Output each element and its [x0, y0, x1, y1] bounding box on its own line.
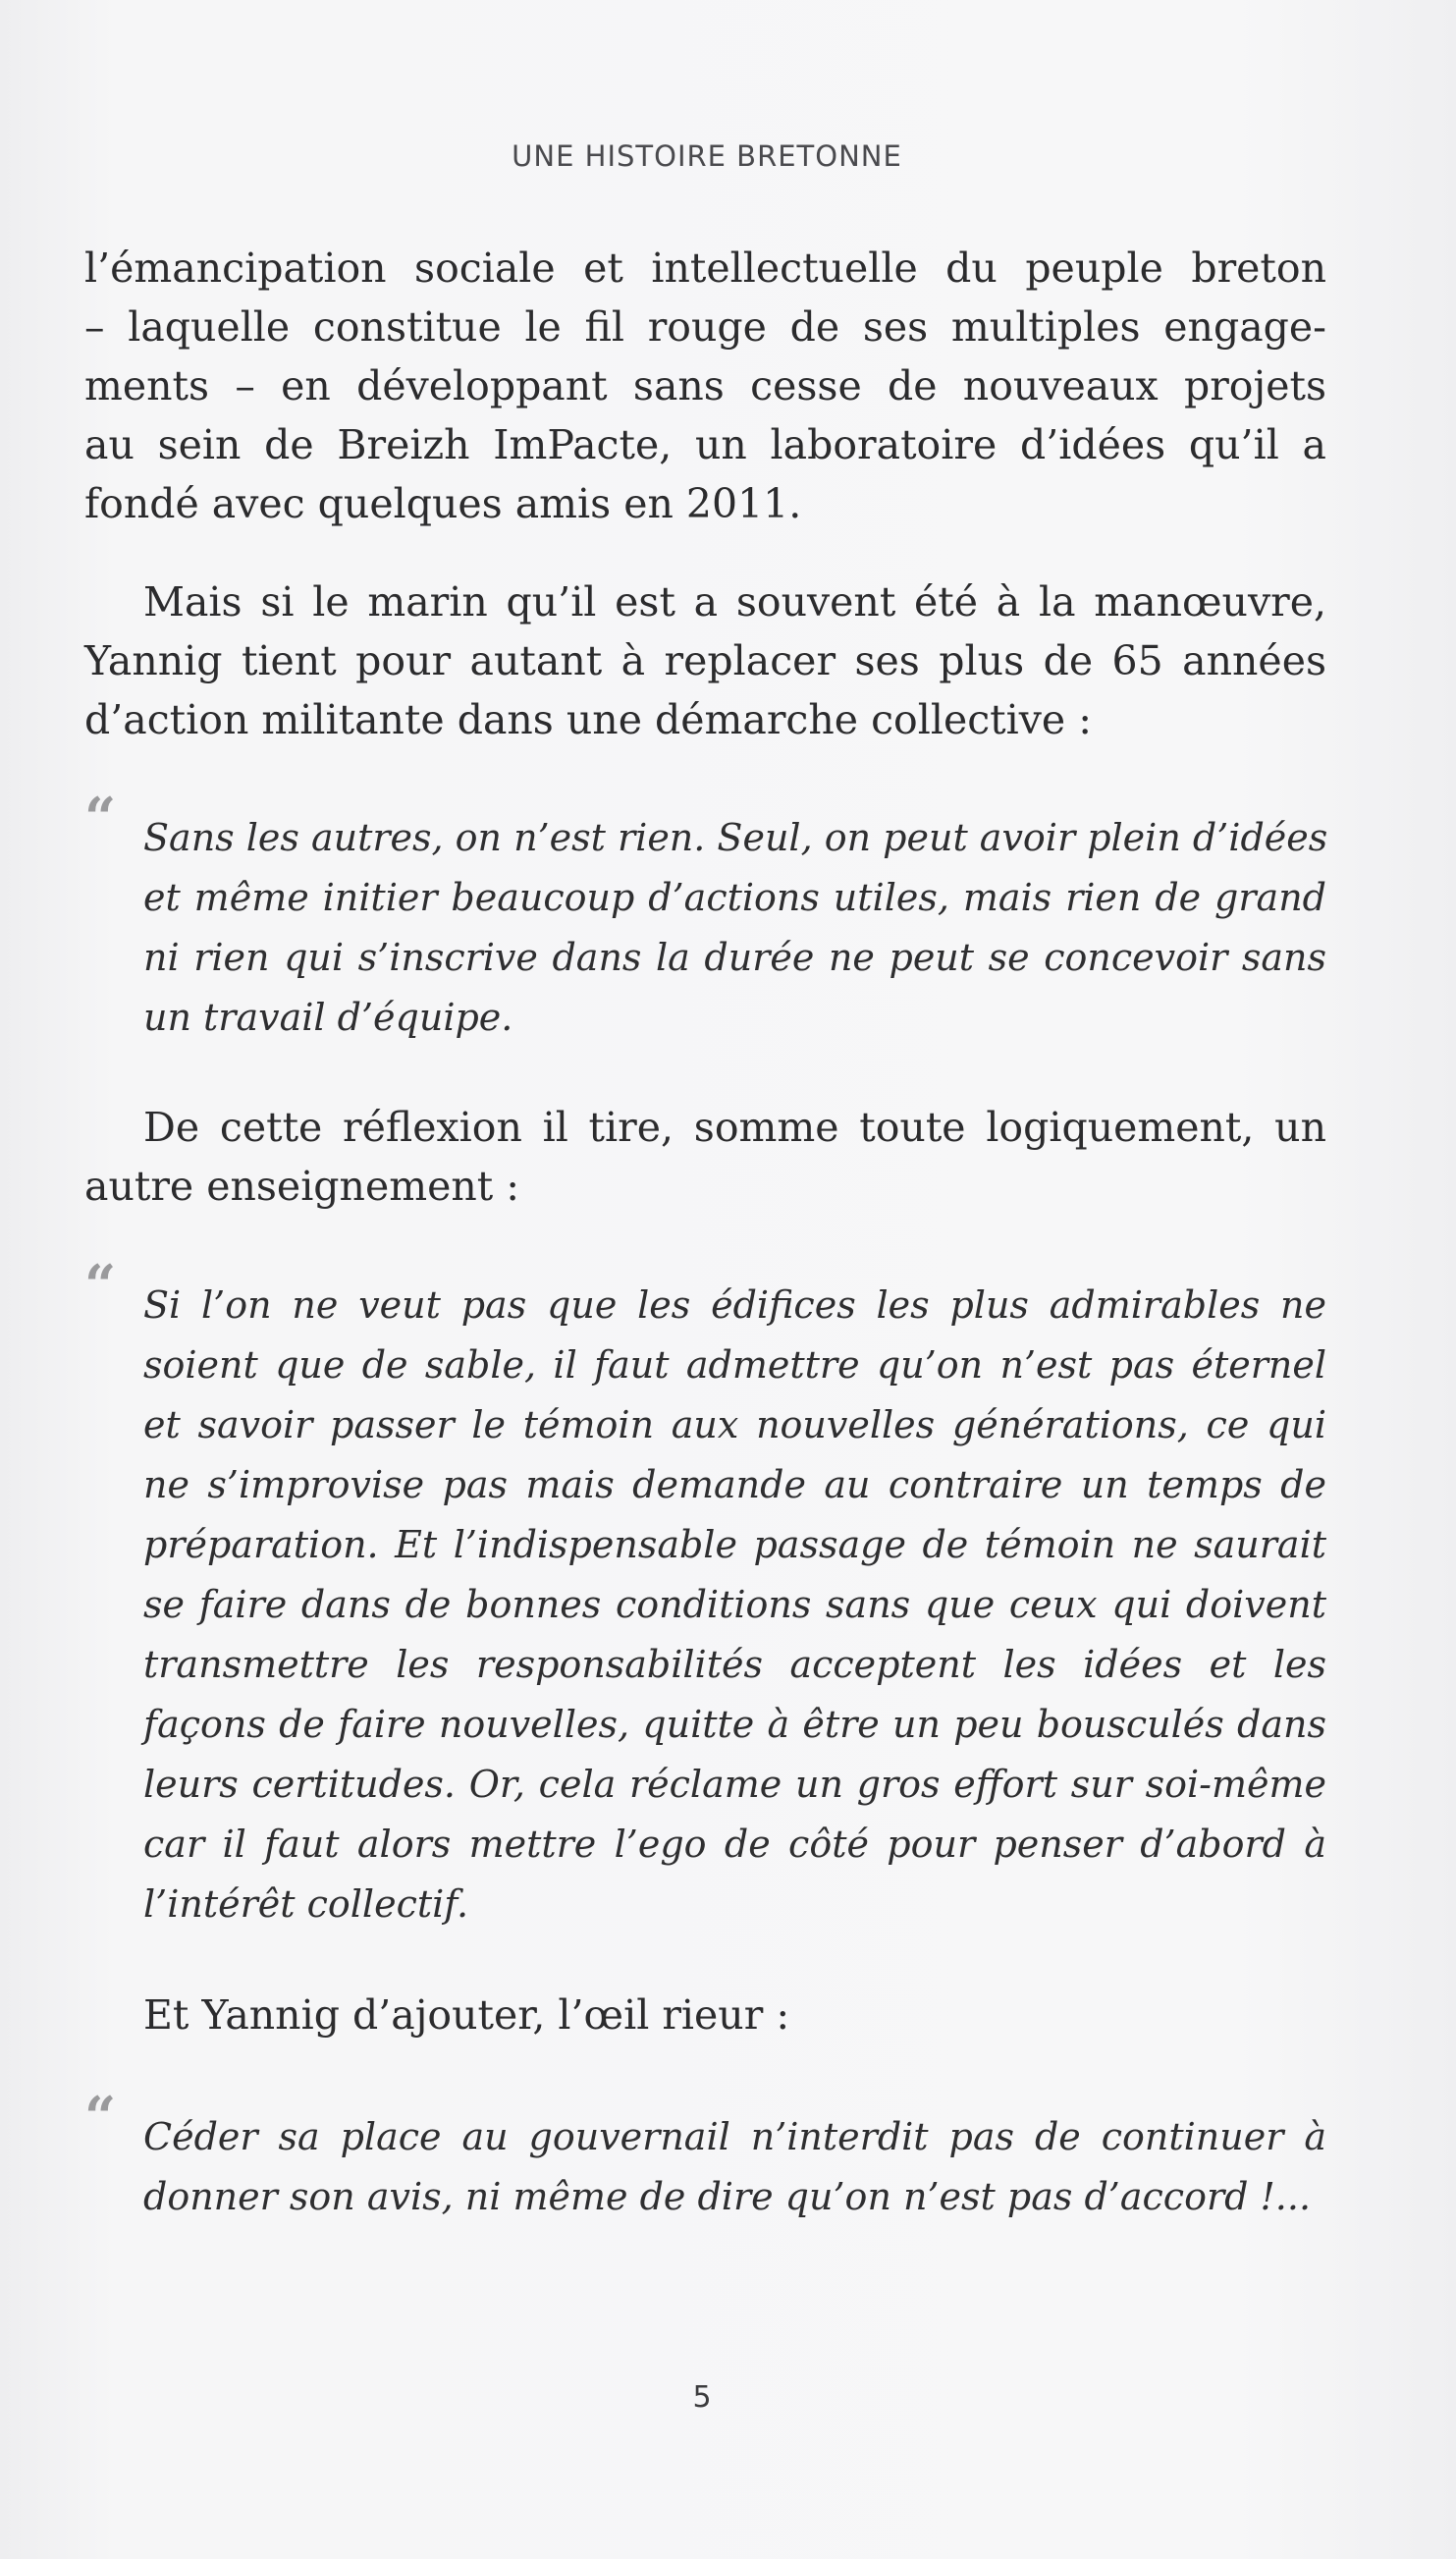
paragraph — [84, 239, 1326, 533]
quote-line: Sans les autres, on n’est rien. Seul, on peut avoir plein d’idées — [143, 816, 1328, 859]
quote-text — [143, 808, 1326, 1048]
text-line: au sein de Breizh ImPacte, un laboratoire d’idées qu’il a — [84, 421, 1326, 468]
quote-line: l’intérêt collectif. — [143, 1882, 469, 1926]
quote-line: et même initier beaucoup d’actions utiles, mais rien de grand — [143, 876, 1326, 919]
quote-line: leurs certitudes. Or, cela réclame un gros effort sur soi-même — [143, 1763, 1326, 1806]
block-quote — [84, 2085, 1326, 2227]
quote-mark-icon: “ — [84, 1253, 117, 1318]
quote-line: Si l’on ne veut pas que les édifices les plus admirables ne — [143, 1283, 1326, 1327]
running-head: UNE HISTOIRE BRETONNE — [512, 139, 902, 173]
paragraph — [84, 1986, 1326, 2044]
quote-line: préparation. Et l’indispensable passage de témoin ne saurait — [143, 1523, 1326, 1566]
quote-line: ni rien qui s’inscrive dans la durée ne peut se concevoir sans — [143, 936, 1326, 979]
text-line: fondé avec quelques amis en 2011. — [84, 480, 802, 527]
quote-line: transmettre les responsabilités acceptent les idées et les — [143, 1643, 1326, 1686]
quote-line: se faire dans de bonnes conditions sans que ceux qui doivent — [143, 1583, 1326, 1626]
paragraph — [84, 1098, 1326, 1216]
text-line: d’action militante dans une démarche collective : — [84, 696, 1093, 743]
block-quote — [84, 786, 1328, 1048]
quote-line: façons de faire nouvelles, quitte à être un peu bousculés dans — [143, 1703, 1326, 1746]
text-line: l’émancipation sociale et intellectuelle du peuple breton — [84, 245, 1326, 292]
quote-line: car il faut alors mettre l’ego de côté pour penser d’abord à — [143, 1823, 1326, 1866]
text-line: ments – en développant sans cesse de nouveaux projets — [84, 362, 1326, 409]
quote-mark-icon: “ — [84, 2085, 117, 2150]
quote-line: soient que de sable, il faut admettre qu’on n’est pas éternel — [143, 1343, 1326, 1387]
quote-line: et savoir passer le témoin aux nouvelles générations, ce qui — [143, 1403, 1326, 1446]
quote-line: Céder sa place au gouvernail n’interdit pas de continuer à — [143, 2115, 1326, 2158]
text-line: Yannig tient pour autant à replacer ses plus de 65 années — [84, 637, 1326, 684]
paragraph — [84, 572, 1326, 749]
text-line: – laquelle constitue le fil rouge de ses multiples engage- — [84, 303, 1326, 351]
quote-line: ne s’improvise pas mais demande au contraire un temps de — [143, 1463, 1326, 1506]
text-line: Mais si le marin qu’il est a souvent été à la manœuvre, — [143, 578, 1326, 626]
text-line: Et Yannig d’ajouter, l’œil rieur : — [143, 1991, 790, 2039]
quote-text — [143, 2107, 1326, 2227]
text-line: De cette réflexion il tire, somme toute logiquement, un — [143, 1104, 1326, 1151]
quote-line: un travail d’équipe. — [143, 996, 513, 1039]
page-number: 5 — [692, 2380, 712, 2415]
text-line: autre enseignement : — [84, 1163, 520, 1210]
quote-mark-icon: “ — [84, 786, 117, 850]
quote-text — [143, 1276, 1326, 1934]
block-quote — [84, 1253, 1326, 1934]
quote-line: donner son avis, ni même de dire qu’on n’est pas d’accord !... — [143, 2175, 1312, 2218]
